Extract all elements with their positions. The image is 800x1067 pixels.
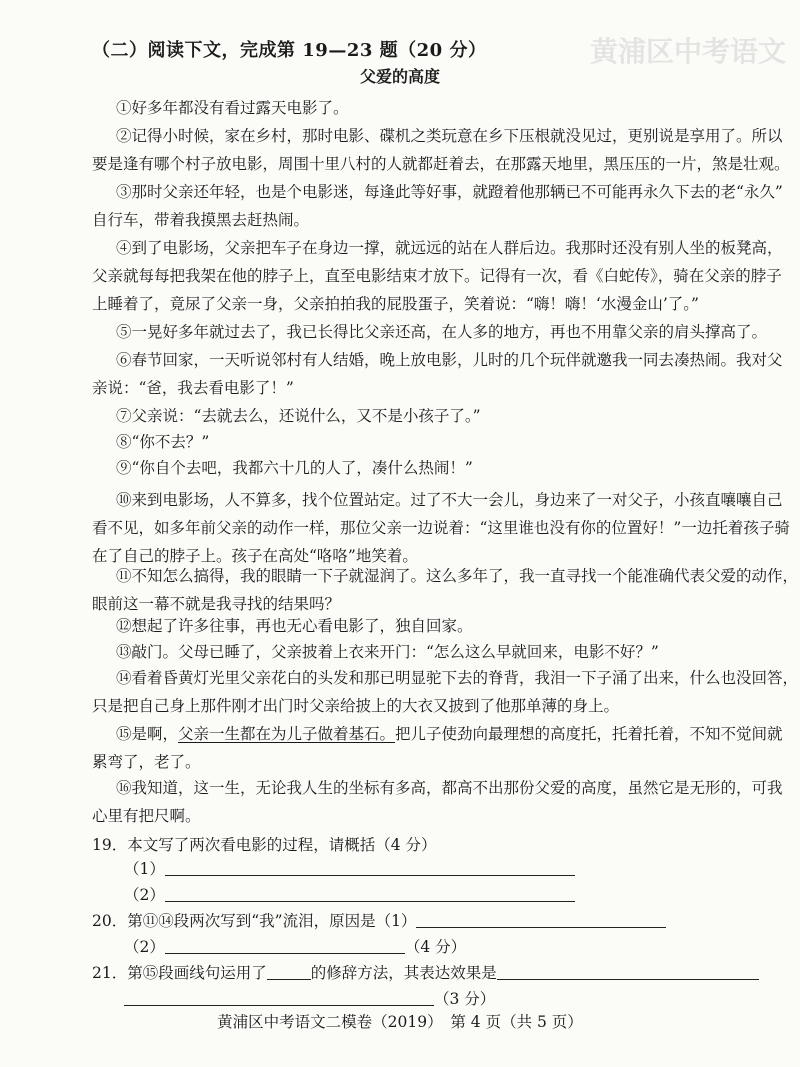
answer-21-2: （3 分）	[124, 986, 495, 1012]
paragraph-line: 看不见，如多年前父亲的动作一样，那位父亲一边说着：“这里谁也没有你的位置好！”一边托着孩子骑	[92, 519, 790, 537]
paragraph	[92, 122, 790, 178]
paragraph	[92, 318, 768, 346]
paragraph-line: ⑦父亲说：“去就去么，还说什么，又不是小孩子了。”	[116, 407, 481, 425]
question-20: 20．第⑪⑭段两次写到“我”流泪，原因是（1）	[92, 908, 666, 934]
paragraph-line: 自行车，带着我摸黑去赶热闹。	[92, 211, 310, 229]
paragraph	[92, 94, 752, 122]
paragraph-line: ⑭看着昏黄灯光里父亲花白的头发和那已明显驼下去的脊背，我泪一下子涌了出来，什么也没回答，	[116, 669, 799, 687]
paragraph	[92, 234, 783, 318]
paragraph-line: 只是把自己身上那件刚才出门时父亲给披上的大衣又披到了他那单薄的身上。	[92, 697, 620, 715]
paragraph-line: ⑬敲门。父母已睡了，父亲披着上衣来开门：“怎么这么早就回来，电影不好？”	[116, 643, 659, 661]
paragraph-line: 父亲就每每把我架在他的脖子上，直至电影结束才放下。记得有一次，看《白蛇传》，骑在父亲的脖子	[92, 267, 782, 285]
answer-blank[interactable]	[497, 961, 759, 980]
paragraph-line: 要是逢有哪个村子放电影，周围十里八村的人就都赶着去，在那露天地里，黑压压的一片，煞是壮观。	[92, 155, 790, 173]
paragraph-line: ⑮是啊，父亲一生都在为儿子做着基石。把儿子使劲向最理想的高度托，托着托着，不知不觉间就	[116, 725, 783, 743]
bleed-through-text: 黄浦区中考语文	[590, 35, 787, 68]
paragraph-line: 亲说：“爸，我去看电影了！”	[92, 379, 294, 397]
page-footer: 黄浦区中考语文二模卷（2019） 第 4 页（共 5 页）	[217, 1013, 583, 1031]
paragraph	[92, 428, 752, 456]
answer-19-2: （2）	[124, 882, 575, 908]
paragraph-line: ③那时父亲还年轻，也是个电影迷，每逢此等好事，就蹬着他那辆已不可能再永久下去的老“永久”	[116, 183, 783, 201]
answer-blank[interactable]	[165, 857, 575, 876]
answer-19-1: （1）	[124, 856, 575, 882]
answer-blank[interactable]	[416, 909, 666, 928]
paragraph	[92, 562, 799, 618]
answer-blank[interactable]	[267, 961, 311, 980]
answer-blank[interactable]	[165, 883, 575, 902]
section-title: （二）阅读下文，完成第 19—23 题（20 分）	[92, 40, 487, 61]
paragraph	[92, 346, 783, 402]
paragraph-line: ①好多年都没有看过露天电影了。	[116, 99, 349, 117]
paragraph-line: ⑩来到电影场，人不算多，找个位置站定。过了不大一会儿，身边来了一对父子，小孩直嚷嚷自己	[116, 491, 783, 509]
paragraph-line: 在了自己的脖子上。孩子在高处“咯咯”地笑着。	[92, 547, 418, 565]
answer-20-2: （2） （4 分）	[124, 934, 466, 960]
paragraph-line: 心里有把尺啊。	[92, 807, 201, 825]
paragraph	[92, 178, 783, 234]
answer-blank[interactable]	[124, 987, 434, 1006]
paragraph-line: ⑨“你自个去吧，我都六十几的人了，凑什么热闹！”	[116, 459, 473, 477]
answer-blank[interactable]	[165, 935, 405, 954]
paragraph	[92, 638, 752, 666]
paragraph	[92, 664, 799, 720]
paragraph-line: ⑯我知道，这一生，无论我人生的坐标有多高，都高不出那份父爱的高度，虽然它是无形的，可我	[116, 779, 783, 797]
paragraph	[92, 454, 752, 482]
paragraph	[92, 720, 783, 776]
paragraph-line: ⑪不知怎么搞得，我的眼睛一下子就湿润了。这么多年了，我一直寻找一个能准确代表父爱的动作，	[116, 567, 799, 585]
article-title: 父爱的高度	[359, 67, 440, 86]
paragraph-line: ⑧“你不去？”	[116, 433, 210, 451]
paragraph	[92, 486, 790, 570]
paragraph-line: ④到了电影场，父亲把车子在身边一撑，就远远的站在人群后边。我那时还没有别人坐的板凳高，	[116, 239, 783, 257]
paragraph-line: 眼前这一幕不就是我寻找的结果吗？	[92, 595, 341, 613]
paragraph	[92, 774, 783, 830]
underlined-sentence: 父亲一生都在为儿子做着基石。	[178, 725, 396, 743]
paragraph-line: ⑤一晃好多年就过去了，我已长得比父亲还高，在人多的地方，再也不用靠父亲的肩头撑高了。	[116, 323, 768, 341]
paragraph-line: ⑥春节回家，一天听说邻村有人结婚，晚上放电影，儿时的几个玩伴就邀我一同去凑热闹。我对父	[116, 351, 783, 369]
paragraph	[92, 612, 752, 640]
question-19: 19．本文写了两次看电影的过程，请概括（4 分）	[92, 836, 437, 854]
paragraph-line: ②记得小时候，家在乡村，那时电影、碟机之类玩意在乡下压根就没见过，更别说是享用了。所以	[116, 127, 783, 145]
paragraph-line: ⑫想起了许多往事，再也无心看电影了，独自回家。	[116, 617, 473, 635]
paragraph	[92, 402, 752, 430]
question-21: 21．第⑮段画线句运用了 的修辞方法，其表达效果是	[92, 960, 759, 986]
paragraph-line: 上睡着了，竟尿了父亲一身，父亲拍拍我的屁股蛋子，笑着说：“嗨！嗨！‘水漫金山’了。”	[92, 295, 699, 313]
paragraph-line: 累弯了，老了。	[92, 753, 201, 771]
